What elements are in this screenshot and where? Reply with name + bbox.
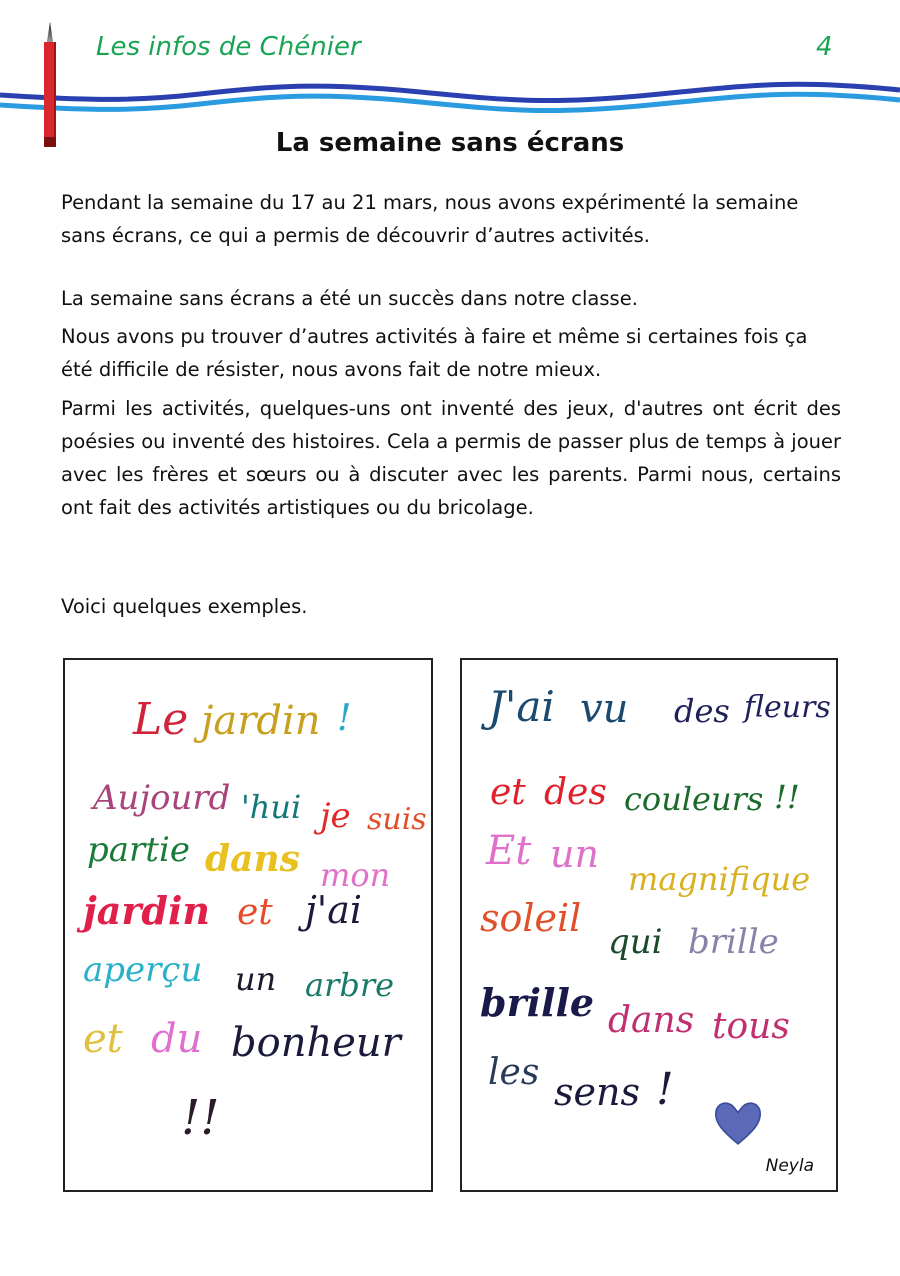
hw-word: brille — [688, 922, 779, 962]
hw-word: couleurs — [624, 780, 764, 818]
hw-word: brille — [480, 980, 595, 1025]
hw-word: ! — [656, 1064, 674, 1115]
hw-word: !! — [774, 778, 800, 816]
hw-word: magnifique — [628, 860, 811, 898]
hw-word: les — [488, 1052, 540, 1093]
hw-word: sens — [554, 1070, 640, 1114]
hw-word: Et — [486, 828, 532, 874]
hw-word: des — [544, 772, 607, 813]
hw-word: ! — [337, 698, 352, 739]
hw-word: Aujourd — [93, 778, 231, 818]
paragraph-intro: Pendant la semaine du 17 au 21 mars, nous avons expérimenté la semaine sans écrans, ce qui a permis de découvrir d’autres activités. — [61, 191, 799, 247]
example-drawing-fleurs — [460, 658, 838, 1192]
hw-word: un — [235, 960, 277, 998]
hw-word: dans — [205, 838, 300, 880]
wave-divider — [0, 78, 900, 118]
hw-word: vu — [580, 686, 629, 732]
hw-word: j'ai — [305, 888, 363, 932]
paragraph-success: La semaine sans écrans a été un succès dans notre classe. — [61, 287, 638, 310]
hw-word: partie — [87, 830, 190, 870]
hw-word: Le — [133, 694, 189, 745]
hw-word: et — [237, 892, 273, 933]
hw-word: dans — [608, 1000, 695, 1041]
hw-word: tous — [712, 1006, 790, 1047]
page-number: 4 — [816, 32, 833, 62]
hw-word: du — [151, 1016, 203, 1062]
paragraph-activities: Parmi les activités, quelques-uns ont inventé des jeux, d'autres ont écrit des poésies ou inventé des histoires. Cela a permis de passer plus de temps à jouer avec les frères et sœurs ou à discuter avec les parents. Parmi nous, certains ont fait des activités artistiques ou du bricolage. — [61, 397, 841, 519]
hw-word: suis — [367, 802, 427, 837]
paragraph-effort: Nous avons pu trouver d’autres activités à faire et même si certaines fois ça été difficile de résister, nous avons fait de notre mieux. — [61, 325, 808, 381]
hw-word: soleil — [480, 896, 582, 940]
hw-word: je — [320, 796, 351, 836]
hw-word: un — [550, 832, 599, 876]
hw-word: J'ai — [488, 682, 555, 731]
hw-word: et — [83, 1016, 123, 1062]
hw-word: 'hui — [241, 788, 302, 826]
hw-word: !! — [181, 1090, 220, 1146]
hw-word: bonheur — [231, 1020, 401, 1066]
pencil-overlay — [44, 22, 56, 147]
hw-word: et — [490, 772, 526, 813]
hw-word: des — [674, 692, 730, 730]
hw-word: aperçu — [83, 950, 203, 990]
wave-line-dark — [0, 84, 900, 100]
heart-icon — [712, 1096, 764, 1148]
hw-word: arbre — [305, 966, 395, 1004]
author-signature: Neyla — [765, 1156, 814, 1176]
paragraph-examples-intro: Voici quelques exemples. — [61, 595, 308, 618]
hw-word: qui — [608, 922, 663, 962]
article-title: La semaine sans écrans — [275, 128, 625, 158]
example-drawing-jardin — [63, 658, 433, 1192]
newsletter-title: Les infos de Chénier — [96, 32, 361, 62]
hw-word: jardin — [201, 698, 321, 744]
hw-word: mon — [320, 856, 391, 894]
hw-word: jardin — [83, 888, 211, 933]
hw-word: fleurs — [744, 690, 831, 725]
